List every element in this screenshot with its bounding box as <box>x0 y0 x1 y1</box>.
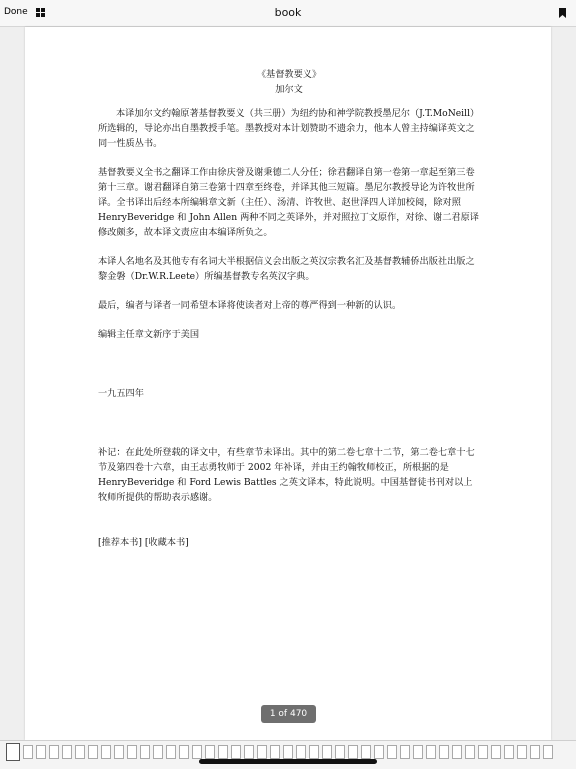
paragraph: 最后，编者与译者一同希望本译将使读者对上帝的尊严得到一种新的认识。 <box>98 300 402 311</box>
page-thumbnail[interactable] <box>452 745 462 759</box>
page-thumbnail[interactable] <box>179 745 189 759</box>
page-thumbnail[interactable] <box>413 745 423 759</box>
page-thumbnail[interactable] <box>192 745 202 759</box>
page-thumbnail[interactable] <box>361 745 371 759</box>
date-line: 一九五四年 <box>98 388 144 399</box>
page-thumbnail[interactable] <box>101 745 111 759</box>
page-thumbnail[interactable] <box>296 745 306 759</box>
page-thumbnail[interactable] <box>387 745 397 759</box>
page-thumbnail[interactable] <box>231 745 241 759</box>
pdf-page <box>25 27 551 740</box>
page-thumbnail[interactable] <box>36 745 46 759</box>
page-thumbnail[interactable] <box>335 745 345 759</box>
page-thumbnail[interactable] <box>374 745 384 759</box>
book-links[interactable]: [推荐本书] [收藏本书] <box>98 537 189 548</box>
page-thumbnail[interactable] <box>543 745 553 759</box>
book-title: 《基督教要义》 <box>256 69 322 80</box>
page-thumbnail[interactable] <box>218 745 228 759</box>
page-thumbnail[interactable] <box>517 745 527 759</box>
page-thumbnail[interactable] <box>62 745 72 759</box>
page-thumbnail[interactable] <box>75 745 85 759</box>
page-thumbnail[interactable] <box>114 745 124 759</box>
page-thumbnail[interactable] <box>244 745 254 759</box>
page-thumbnail[interactable] <box>348 745 358 759</box>
page-thumbnail[interactable] <box>530 745 540 759</box>
page-thumbnail[interactable] <box>283 745 293 759</box>
done-button[interactable]: Done <box>4 7 28 17</box>
page-thumbnail[interactable] <box>257 745 267 759</box>
page-thumbnail[interactable] <box>88 745 98 759</box>
document-title: book <box>274 6 302 19</box>
page-thumbnail[interactable] <box>6 743 20 761</box>
paragraph: 基督教要义全书之翻译工作由徐庆誉及谢秉德二人分任；徐君翻译自第一卷第一章起至第三卷第十三章。谢君翻译自第三卷第十四章至终卷，并译其他三短篇。墨尼尔教授导论为许牧世所译。全书译出后经本所编辑章文新（主任）、汤清、许牧世、赵世泽四人详加校阅，除对照 HenryBeveridge 和 John Allen 两种不同之英译外，并对照拉丁文原作，对徐、谢二君原译修改颇多，故本译文责应由本编译所负之。 <box>98 167 479 238</box>
bookmark-icon[interactable] <box>559 8 566 18</box>
page-thumbnail[interactable] <box>270 745 280 759</box>
paragraph: 本译人名地名及其他专有名词大半根据信义会出版之英汉宗教名汇及基督教辅侨出版社出版之黎金磐（Dr.W.R.Leete）所编基督教专名英汉字典。 <box>98 256 475 282</box>
page-content <box>98 67 480 550</box>
book-author: 加尔文 <box>275 84 303 95</box>
page-thumbnail[interactable] <box>491 745 501 759</box>
page-thumbnail[interactable] <box>309 745 319 759</box>
paragraph: 本译加尔文约翰原著基督教要义（共三册）为纽约协和神学院教授墨尼尔（J.T.MoNeill）所选辑的，导论亦出自墨教授手笔。墨教授对本计划赞助不遗余力，他本人曾主持编译英文之同一性质丛书。 <box>98 108 480 149</box>
page-thumbnail[interactable] <box>322 745 332 759</box>
page-thumbnail[interactable] <box>49 745 59 759</box>
thumbnail-scrubber[interactable] <box>0 740 576 769</box>
postscript: 补记：在此处所登载的译文中，有些章节未译出。其中的第二卷七章十二节，第二卷七章十七节及第四卷十六章，由王志勇牧师于 2002 年补译，并由王约翰牧师校正，所根据的是 HenryBeveridge 和 Ford Lewis Battles 之英文译本，特此说明。中国基督徒书刊对以上牧师所提供的帮助表示感谢。 <box>98 447 475 503</box>
page-thumbnail[interactable] <box>439 745 449 759</box>
page-thumbnail[interactable] <box>153 745 163 759</box>
top-toolbar <box>0 0 576 27</box>
page-thumbnail[interactable] <box>140 745 150 759</box>
signature: 编辑主任章文新序于美国 <box>98 329 200 340</box>
page-thumbnail[interactable] <box>166 745 176 759</box>
page-thumbnail[interactable] <box>478 745 488 759</box>
page-viewer[interactable] <box>0 27 576 740</box>
page-thumbnail[interactable] <box>400 745 410 759</box>
page-thumbnail[interactable] <box>127 745 137 759</box>
page-thumbnail[interactable] <box>205 745 215 759</box>
page-number-indicator: 1 of 470 <box>261 705 316 723</box>
page-thumbnail[interactable] <box>426 745 436 759</box>
page-thumbnail[interactable] <box>465 745 475 759</box>
page-thumbnail[interactable] <box>504 745 514 759</box>
home-indicator <box>199 759 377 764</box>
page-thumbnail[interactable] <box>23 745 33 759</box>
